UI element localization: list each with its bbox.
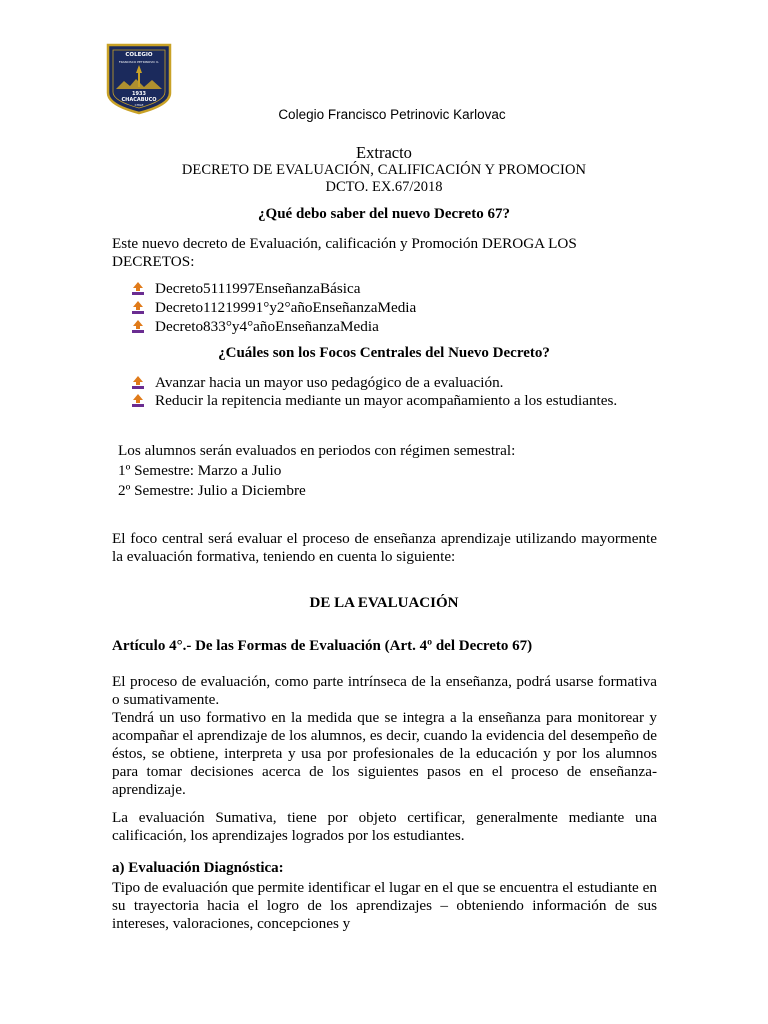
bullet-arrow-icon — [131, 282, 145, 296]
foco-item: Avanzar hacia un mayor uso pedagógico de a evaluación. — [155, 374, 504, 391]
intro-line-2: DECRETOS: — [112, 253, 195, 270]
logo-line2: FRANCISCO PETRINOVIC K. — [118, 60, 160, 64]
school-crest-logo — [106, 43, 172, 115]
foco-item: Reducir la repitencia mediante un mayor acompañamiento a los estudiantes. — [155, 392, 618, 409]
logo-year: 1933 — [132, 91, 146, 97]
bullet-arrow-icon — [131, 376, 145, 390]
decree-item: Decreto833°y4°añoEnseñanzaMedia — [155, 318, 379, 335]
section-heading-evaluacion: DE LA EVALUACIÓN — [309, 595, 459, 611]
section-question-2: ¿Cuáles son los Focos Centrales del Nuevo Decreto? — [218, 345, 550, 361]
article-4-paragraph-3: La evaluación Sumativa, tiene por objeto certificar, generalmente mediante una calificación, los aprendizajes logrados por los estudiantes. — [112, 809, 657, 844]
school-name: Colegio Francisco Petrinovic Karlovac — [278, 107, 506, 122]
logo-line1: COLEGIO — [125, 52, 153, 58]
article-4-paragraph-1: El proceso de evaluación, como parte intrínseca de la enseñanza, podrá usarse formativa o sumativamente. — [112, 673, 657, 708]
semestre-1: 1º Semestre: Marzo a Julio — [118, 462, 282, 479]
semestre-2: 2º Semestre: Julio a Diciembre — [118, 482, 306, 499]
decree-item: Decreto5111997EnseñanzaBásica — [155, 280, 361, 297]
doc-title-number: DCTO. EX.67/2018 — [325, 179, 443, 195]
bullet-arrow-icon — [131, 394, 145, 408]
logo-city: CHACABUCO — [121, 97, 157, 103]
article-4-title: Artículo 4°.- De las Formas de Evaluación (Art. 4º del Decreto 67) — [112, 638, 533, 654]
periodos-intro: Los alumnos serán evaluados en periodos con régimen semestral: — [118, 442, 516, 459]
bullet-arrow-icon — [131, 320, 145, 334]
diagnostica-title: a) Evaluación Diagnóstica: — [112, 860, 284, 876]
intro-line-1: Este nuevo decreto de Evaluación, calificación y Promoción DEROGA LOS — [112, 235, 577, 252]
logo-country: CHILE — [134, 103, 144, 107]
bullet-arrow-icon — [131, 301, 145, 315]
foco-central-paragraph: El foco central será evaluar el proceso de enseñanza aprendizaje utilizando mayormente la evaluación formativa, teniendo en cuenta lo siguiente: — [112, 530, 657, 565]
doc-title-extracto: Extracto — [356, 143, 412, 162]
article-4-paragraph-2: Tendrá un uso formativo en la medida que se integra a la enseñanza para monitorear y acompañar el aprendizaje de los alumnos, es decir, cuando la evidencia del desempeño de éstos, se obtiene, interpreta y usa por profesionales de la educación y por los alumnos para tomar decisiones acerca de los siguientes pasos en el proceso de enseñanza-aprendizaje. — [112, 709, 657, 798]
section-question-1: ¿Qué debo saber del nuevo Decreto 67? — [258, 206, 510, 222]
decree-item: Decreto11219991°y2°añoEnseñanzaMedia — [155, 299, 417, 316]
doc-title-decreto: DECRETO DE EVALUACIÓN, CALIFICACIÓN Y PROMOCION — [181, 162, 587, 178]
diagnostica-paragraph: Tipo de evaluación que permite identificar el lugar en el que se encuentra el estudiante en su trayectoria hacia el logro de los aprendizajes – obteniendo información de sus intereses, valoraciones, concepciones y — [112, 879, 657, 932]
